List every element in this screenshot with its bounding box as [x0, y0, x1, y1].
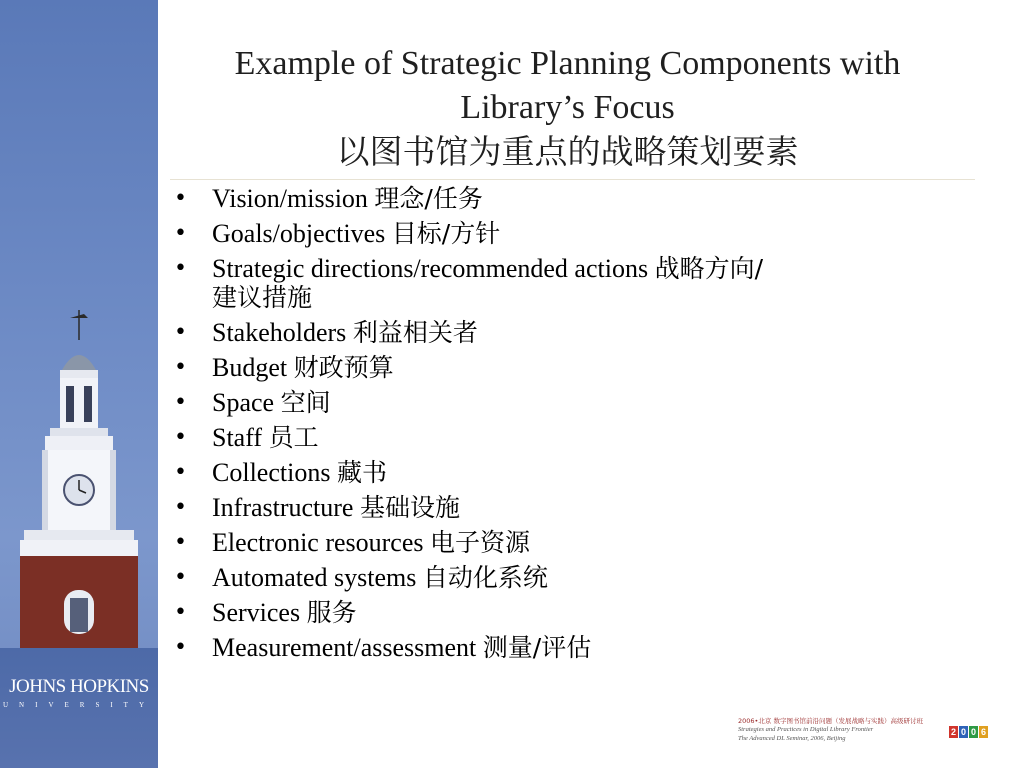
bullet-item: • Goals/objectives 目标/方针 [172, 219, 972, 248]
bullet-item: • Budget 财政预算 [172, 353, 972, 382]
title-line-2: Library’s Focus [460, 89, 675, 126]
bullet-item: • Infrastructure 基础设施 [172, 493, 972, 522]
bullet-item: • Staff 员工 [172, 423, 972, 452]
conference-line-1: 2006•北京 数字图书馆前沿问题（发展战略与实践）高级研讨班 [738, 717, 923, 725]
conference-line-3: The Advanced DL Seminar, 2006, Beijing [738, 735, 846, 742]
conference-logo [738, 716, 988, 752]
title-line-1: Example of Strategic Planning Components with [234, 45, 901, 82]
title-line-chinese: 以图书馆为重点的战略策划要素 [336, 132, 799, 171]
year-digit: 0 [970, 727, 976, 737]
bullet-item: • Collections 藏书 [172, 458, 972, 487]
bullet-item: • Services 服务 [172, 598, 972, 627]
bullet-item: • Electronic resources 电子资源 [172, 528, 972, 557]
bullet-item: • Strategic directions/recommended actions 战略方向/ 建议措施 [172, 254, 972, 312]
university-logo-name: JOHNS HOPKINS [9, 676, 149, 697]
bullet-item: • Measurement/assessment 测量/评估 [172, 633, 972, 662]
slide-title [165, 42, 970, 174]
bullet-item: • Vision/mission 理念/任务 [172, 184, 972, 213]
clock-tower-image [0, 300, 158, 650]
sidebar-panel [0, 0, 158, 768]
year-digit: 0 [960, 727, 966, 737]
year-digit: 2 [950, 727, 956, 737]
bullet-item: • Automated systems 自动化系统 [172, 563, 972, 592]
conference-line-2: Strategies and Practices in Digital Library Frontier [738, 726, 874, 733]
year-digit: 6 [980, 727, 986, 737]
bullet-list [172, 184, 972, 668]
conference-year-badge [949, 726, 988, 738]
bullet-item: • Space 空间 [172, 388, 972, 417]
bullet-item: • Stakeholders 利益相关者 [172, 318, 972, 347]
title-divider [170, 179, 975, 180]
university-logo-subtitle: UNIVERSITY [3, 701, 155, 709]
